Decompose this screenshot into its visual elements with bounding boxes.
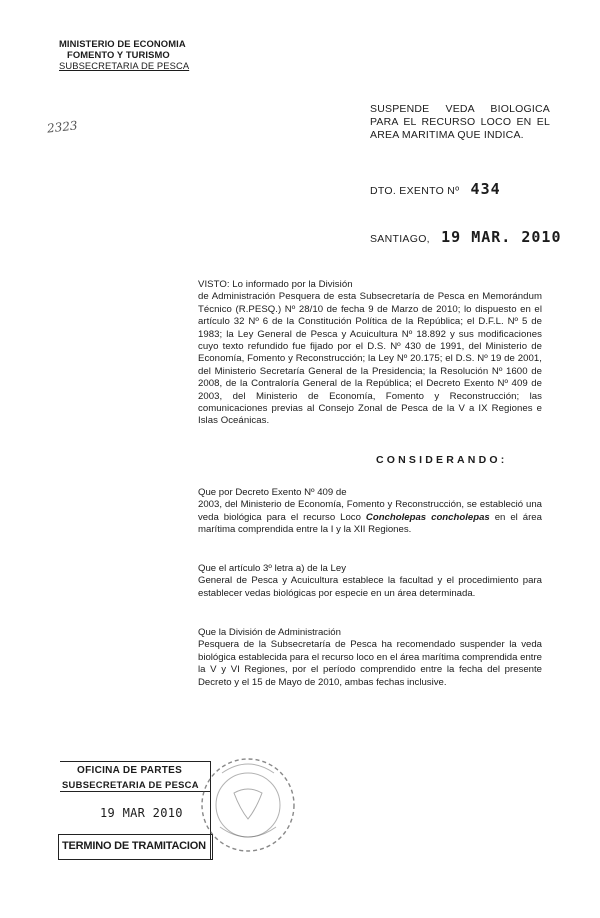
place-date-line [370, 228, 561, 246]
handwritten-number: 2323 [46, 118, 79, 136]
decree-date: 19 MAR. 2010 [441, 228, 562, 246]
stamp-office: OFICINA DE PARTES [77, 765, 183, 776]
termino-tramitacion-box [58, 834, 213, 860]
stamp-date: 19 MAR 2010 [100, 806, 183, 820]
subject-line-1: SUSPENDE VEDA BIOLOGICA [370, 103, 550, 115]
p1-text-a: 2003, del Ministerio de Economía, Fomento y Reconstrucción, se estableció una veda biológica para el recurso Loco [198, 499, 542, 523]
visto-lead: VISTO: Lo informado por la División [198, 279, 353, 290]
stamp-subsecretaria: SUBSECRETARIA DE PESCA [62, 779, 199, 790]
considerando-paragraph-2 [198, 563, 542, 600]
p1-lead: Que por Decreto Exento Nº 409 de [198, 487, 347, 498]
decree-number-line [370, 180, 501, 198]
considerando-heading: CONSIDERANDO: [376, 454, 508, 466]
p2-text: General de Pesca y Acuicultura establece la facultad y el procedimiento para establecer vedas biológicas por especie en un área determinada. [198, 575, 542, 599]
decree-subject [370, 103, 550, 142]
p2-lead: Que el artículo 3º letra a) de la Ley [198, 563, 347, 574]
species-name: Concholepas concholepas [365, 511, 490, 523]
visto-text: de Administración Pesquera de esta Subsecretaría de Pesca en Memorándum Técnico (R.PESQ.) Nº 28/10 de fecha 9 de Marzo de 2010; lo dispuesto en el artículo 32 Nº 6 de la Constitución Política de la República; el D.F.L. Nº 5 de 1983; la Ley General de Pesca y Acuicultura Nº 18.892 y sus modificaciones cuyo texto refundido fue fijado por el D.S. Nº 430 de 1991, del Ministerio de Economía, Fomento y Reconstrucción; la Ley Nº 20.175; el D.S. Nº 19 de 2001, del Ministerio Secretaría General de la Presidencia; la Resolución Nº 1600 de 2008, de la Contraloría General de la República; el Decreto Exento Nº 409 de 2003, del Ministerio de Economía, Fomento y Reconstrucción; las comunicaciones previas al Consejo Zonal de Pesca de la V a IX Regiones e Islas Oceánicas. [198, 291, 542, 427]
subject-line-2: PARA EL RECURSO LOCO EN EL [370, 116, 550, 128]
considerando-paragraph-1 [198, 487, 542, 537]
stamp-termino: TERMINO DE TRAMITACION [62, 840, 206, 852]
considerando-paragraph-3 [198, 627, 542, 689]
p3-lead: Que la División de Administración [198, 627, 341, 638]
decree-number: 434 [470, 180, 501, 198]
subject-line-3: AREA MARITIMA QUE INDICA. [370, 129, 524, 141]
p1-text-b: en el área marítima comprendida entre la I y la XII Regiones. [198, 511, 542, 536]
p3-text: Pesquera de la Subsecretaría de Pesca ha recomendado suspender la veda biológica establecida para el recurso loco en el área marítima comprendida entre la V y VI Regiones, por el período comprendido entre la fecha del presente Decreto y el 15 de Mayo de 2010, ambas fechas inclusive. [198, 639, 542, 688]
visto-section [198, 279, 542, 428]
stamp-divider [60, 791, 210, 792]
ministry-name: MINISTERIO DE ECONOMIA [59, 38, 186, 49]
ministry-header [59, 38, 189, 71]
decree-label: DTO. EXENTO Nº [370, 185, 460, 197]
place: SANTIAGO, [370, 233, 430, 245]
ministry-subname: FOMENTO Y TURISMO [67, 49, 170, 60]
subsecretaria-name: SUBSECRETARIA DE PESCA [59, 60, 190, 71]
official-seal [196, 753, 300, 857]
